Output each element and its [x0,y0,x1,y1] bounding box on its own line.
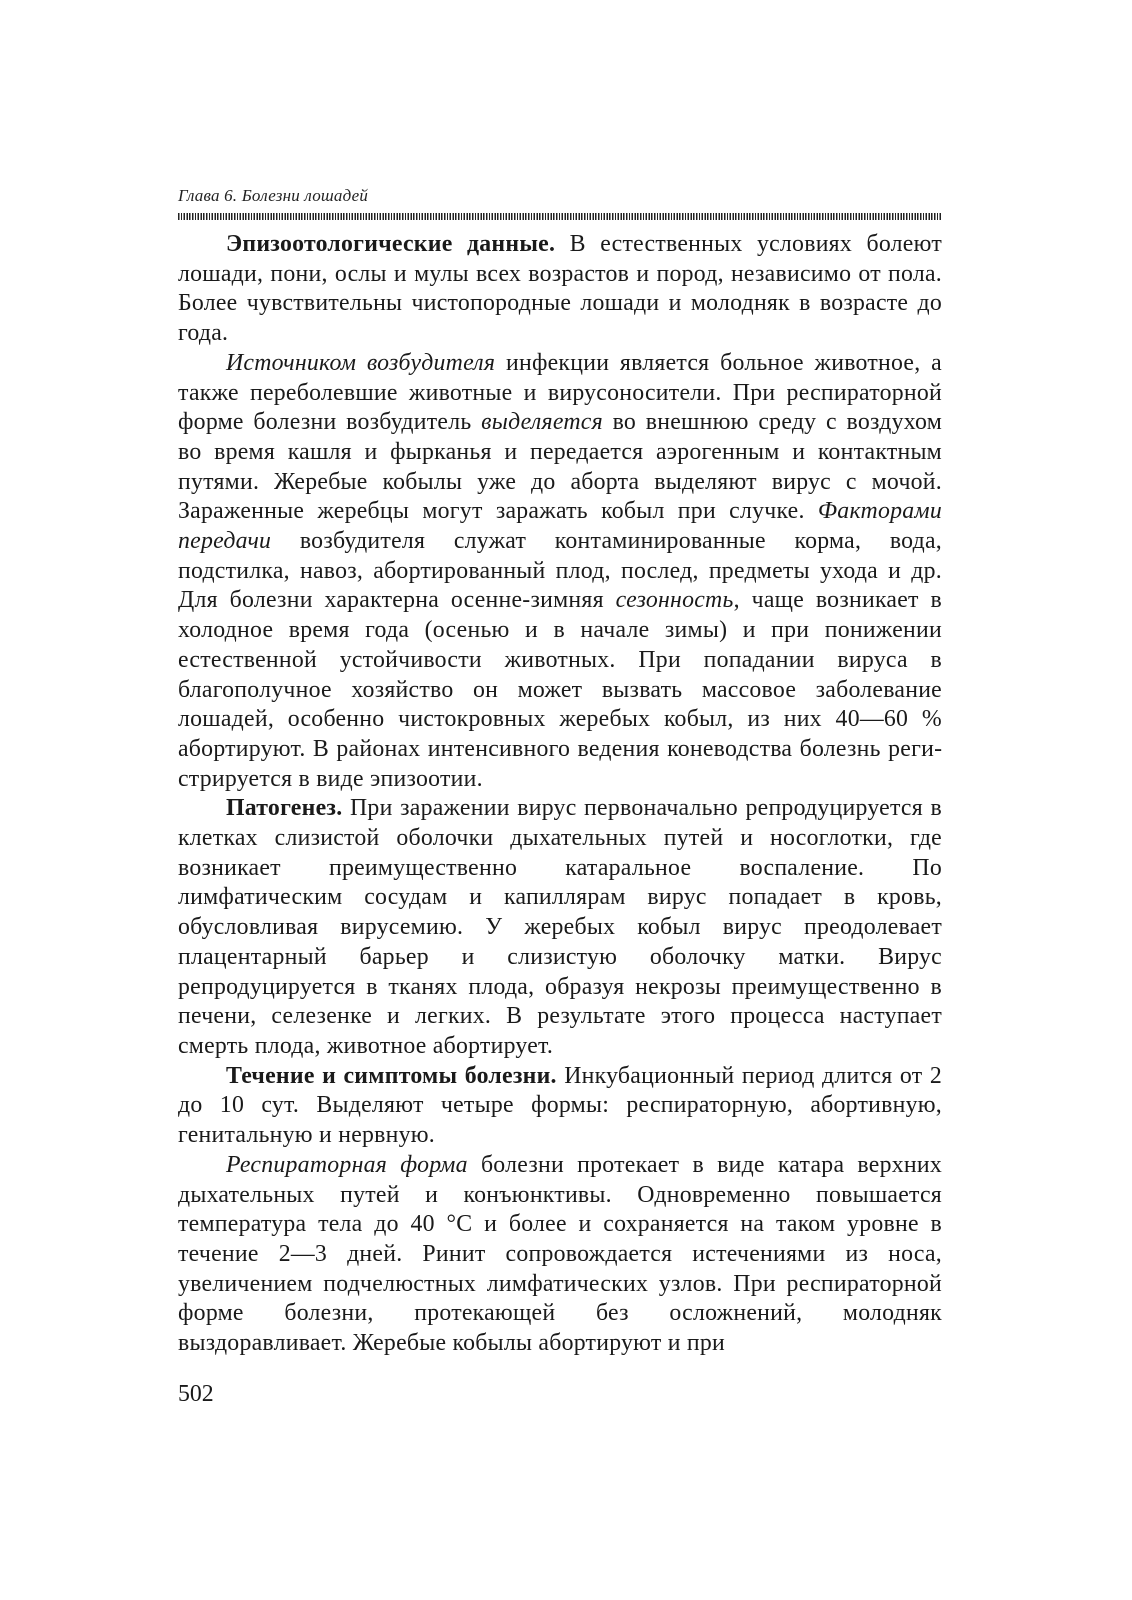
emphasis-text: Источником возбудителя [226,349,496,376]
section-heading: Течение и симптомы болезни. [226,1062,557,1089]
header-rule [178,213,942,220]
paragraph-text: , чаще возникает в холодное время года (осенью и в начале зимы) и при понижении естественной устойчивости животных. При попадании вируса в благополучное хозяйство он может вызвать массовое заболевание лошадей, особенно чистокровных жеребых кобыл, из них 40—60 % абортируют. В районах интенсивного ведения коневодства болезнь регистрируется в виде эпизоотии. [178,587,942,792]
emphasis-text: Респираторная форма [226,1151,468,1178]
running-head: Глава 6. Болезни лошадей [178,186,369,205]
paragraph [178,349,942,795]
paragraph-text: При заражении вирус первоначально репродуцируется в клетках слизистой оболочки дыхательных путей и носоглотки, где возникает преимущественно катаральное воспаление. По лимфатическим сосудам и капиллярам вирус попадает в кровь, обусловливая вирусемию. У жеребых кобыл вирус преодолевает плацентарный барьер и слизистую оболочку матки. Вирус репродуцируется в тканях плода, образуя некрозы преимущественно в печени, селезенке и легких. В результате этого процесса наступает смерть плода, животное абортирует. [178,795,942,1059]
section-heading: Эпизоотологические данные. [226,231,556,257]
paragraph-text: Инкубационный период длится от 2 до 10 сут. Выделяют четыре формы: респираторную, абортивную, генитальную и нервную. [178,1062,942,1149]
paragraph-text: болезни протекает в виде катара верхних дыхательных путей и конъюнктивы. Одновременно повышается температура тела до 40 °С и более и сохраняется на таком уровне в течение 2—3 дней. Ринит сопровождается истечениями из носа, увеличением подчелюстных лимфатических узлов. При респираторной форме болезни, протекающей без осложнений, молодняк выздоравливает. Жеребые кобылы абортируют и при [178,1151,943,1357]
emphasis-text: сезонность [615,587,734,614]
paragraph-text: возбудителя служат контаминированные корма, вода, подстилка, навоз, абортированный плод, послед, предметы ухода и др. Для болезни характерна осенне-зимняя [178,528,942,614]
paragraph-text: В естественных условиях болеют лошади, пони, ослы и мулы всех возрастов и пород, независимо от пола. Более чувствительны чистопородные лошади и молодняк в возрасте до года. [178,231,942,347]
paragraph-text: во внешнюю среду с воздухом во время кашля и фырканья и передается аэрогенным и контактным путями. Жеребые кобылы уже до аборта выделяют вирус с мочой. Зараженные жеребцы могут заражать кобыл при случке. [178,409,942,525]
paragraph-text: инфекции является больное животное, а также переболевшие животные и вирусоносители. При респираторной форме болезни возбудитель [178,349,942,436]
paragraph [178,230,942,349]
section-heading: Патогенез. [226,795,343,822]
emphasis-text: выделяется [481,409,603,436]
paragraph [178,1151,942,1359]
emphasis-text: Факторами передачи [178,498,942,555]
paragraph [178,794,942,1061]
paragraph [178,1062,942,1151]
body-text [178,230,942,1359]
page-number: 502 [178,1381,214,1407]
